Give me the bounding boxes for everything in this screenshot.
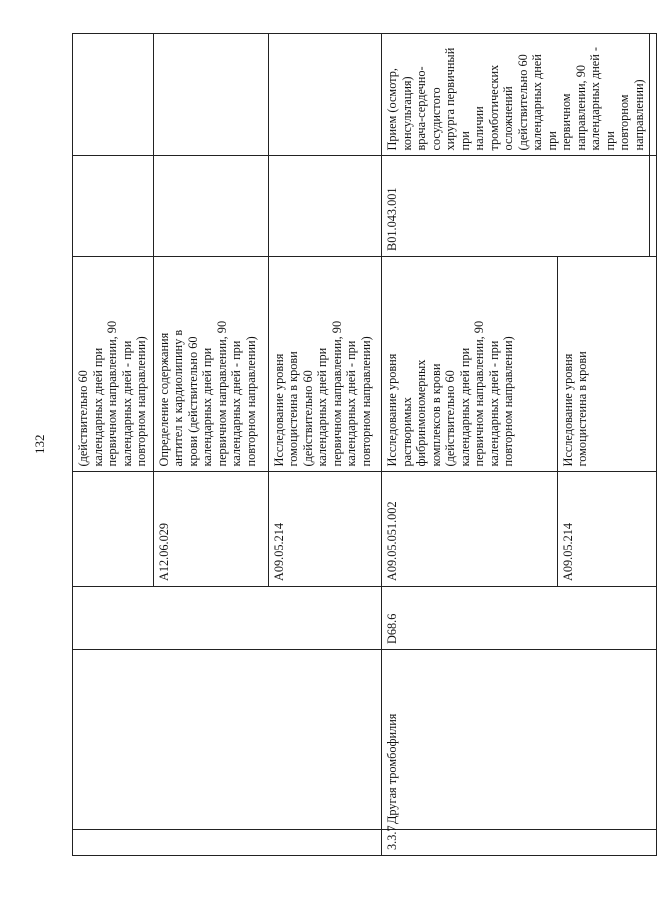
rotated-table-container xyxy=(72,34,646,856)
services-cell xyxy=(382,257,657,587)
service-code: A12.06.029 xyxy=(153,472,268,586)
table-row xyxy=(382,34,657,856)
icd-code: D68.6 xyxy=(382,587,657,650)
consult-cell xyxy=(73,34,382,257)
service-description: Исследование уровня гомоцистеина в крови xyxy=(560,351,589,467)
service-code: A09.05.214 xyxy=(268,472,381,586)
service-description: Исследование уровня растворимых фибринмономерных комплексов в крови (действительно 60 календарных дней при первичном направлении, 90 календарных дней - при повторном направлении) xyxy=(382,257,557,472)
services-table xyxy=(72,33,657,856)
service-code: A09.05.051.002 xyxy=(382,472,557,586)
row-number xyxy=(73,830,382,856)
service-code xyxy=(73,472,153,586)
service-description: (действительно 60 календарных дней при первичном направлении, 90 календарных дней - при повторном направлении) xyxy=(73,257,153,472)
service-description: Определение содержания антител к кардиолипину в крови (действительно 60 календарных дней при первичном направлении, 90 календарных дней - при повторном направлении) xyxy=(153,257,268,472)
service-code: A09.05.214 xyxy=(557,472,656,586)
diagnosis-name: Другая тромбофилия xyxy=(382,650,657,830)
services-cell xyxy=(73,257,382,587)
row-number: 3.3.7 xyxy=(382,830,657,856)
consult-cell xyxy=(382,34,657,257)
consult-code: B01.043.001 xyxy=(382,156,650,256)
page-number: 132 xyxy=(32,434,47,454)
service-description: Исследование уровня гомоцистеина в крови (действительно 60 календарных дней при первичном направлении, 90 календарных дней - при повторном направлении) xyxy=(271,320,373,467)
consult-description: Прием (осмотр, консультация) врача-сердечно-сосудистого хирурга первичный при наличии тромботических осложнений (действительно 60 календарных дней при первичном направлении, 90 календарных дней - при повторном направлении) xyxy=(382,34,650,156)
icd-code xyxy=(73,587,382,650)
diagnosis-name xyxy=(73,650,382,830)
table-row xyxy=(73,34,382,856)
